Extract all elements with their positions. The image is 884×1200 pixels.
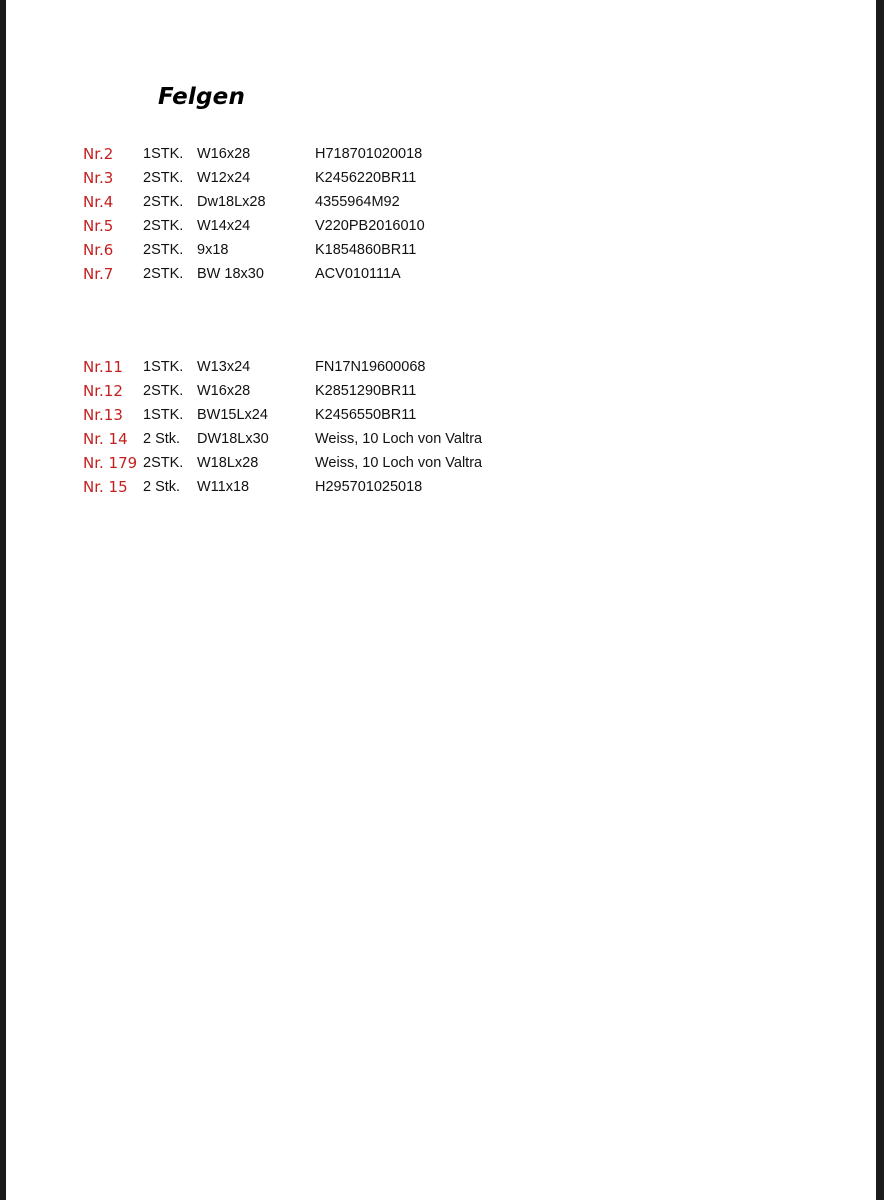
item-quantity: 1STK. <box>143 359 184 375</box>
item-quantity: 2STK. <box>143 170 184 186</box>
list-item <box>83 355 563 379</box>
item-code: V220PB2016010 <box>315 218 425 234</box>
rim-list-group-1 <box>83 142 563 286</box>
list-item <box>83 238 563 262</box>
item-quantity: 2STK. <box>143 383 184 399</box>
item-code: K1854860BR11 <box>315 242 417 258</box>
item-size: W14x24 <box>197 218 251 234</box>
list-item <box>83 427 563 451</box>
item-code: K2456220BR11 <box>315 170 417 186</box>
item-number: Nr.7 <box>83 265 114 283</box>
item-number: Nr.11 <box>83 358 123 376</box>
item-code: Weiss, 10 Loch von Valtra <box>315 431 483 447</box>
item-quantity: 2STK. <box>143 242 184 258</box>
item-code: 4355964M92 <box>315 194 400 210</box>
item-size: W13x24 <box>197 359 251 375</box>
list-item <box>83 262 563 286</box>
rim-list-group-2 <box>83 355 563 499</box>
item-number: Nr. 179 <box>83 454 138 472</box>
item-size: BW15Lx24 <box>197 407 268 423</box>
list-item <box>83 214 563 238</box>
list-item <box>83 475 563 499</box>
item-size: DW18Lx30 <box>197 431 269 447</box>
item-size: W16x28 <box>197 146 251 162</box>
list-item <box>83 451 563 475</box>
item-number: Nr.6 <box>83 241 114 259</box>
list-item <box>83 166 563 190</box>
item-quantity: 2 Stk. <box>143 431 181 447</box>
item-code: K2456550BR11 <box>315 407 417 423</box>
item-quantity: 2STK. <box>143 194 184 210</box>
item-quantity: 2STK. <box>143 218 184 234</box>
item-quantity: 2STK. <box>143 455 184 471</box>
item-size: 9x18 <box>197 242 229 258</box>
list-item <box>83 190 563 214</box>
item-code: H718701020018 <box>315 146 423 162</box>
item-number: Nr.2 <box>83 145 114 163</box>
item-size: BW 18x30 <box>197 266 264 282</box>
item-number: Nr.13 <box>83 406 123 424</box>
item-number: Nr. 15 <box>83 478 128 496</box>
item-number: Nr.3 <box>83 169 114 187</box>
page-edge-right <box>876 0 884 1200</box>
page-edge-left <box>0 0 6 1200</box>
item-code: K2851290BR11 <box>315 383 417 399</box>
page-title: Felgen <box>158 84 246 110</box>
item-number: Nr.12 <box>83 382 123 400</box>
list-item <box>83 403 563 427</box>
list-item <box>83 142 563 166</box>
item-size: W16x28 <box>197 383 251 399</box>
item-size: W11x18 <box>197 479 250 495</box>
item-size: W18Lx28 <box>197 455 259 471</box>
item-code: FN17N19600068 <box>315 359 426 375</box>
item-size: W12x24 <box>197 170 251 186</box>
list-item <box>83 379 563 403</box>
item-number: Nr. 14 <box>83 430 128 448</box>
item-code: ACV010111A <box>315 266 401 282</box>
item-quantity: 2STK. <box>143 266 184 282</box>
item-size: Dw18Lx28 <box>197 194 266 210</box>
item-number: Nr.4 <box>83 193 114 211</box>
item-quantity: 1STK. <box>143 407 184 423</box>
item-code: H295701025018 <box>315 479 423 495</box>
item-quantity: 1STK. <box>143 146 184 162</box>
item-number: Nr.5 <box>83 217 114 235</box>
item-quantity: 2 Stk. <box>143 479 181 495</box>
item-code: Weiss, 10 Loch von Valtra <box>315 455 483 471</box>
